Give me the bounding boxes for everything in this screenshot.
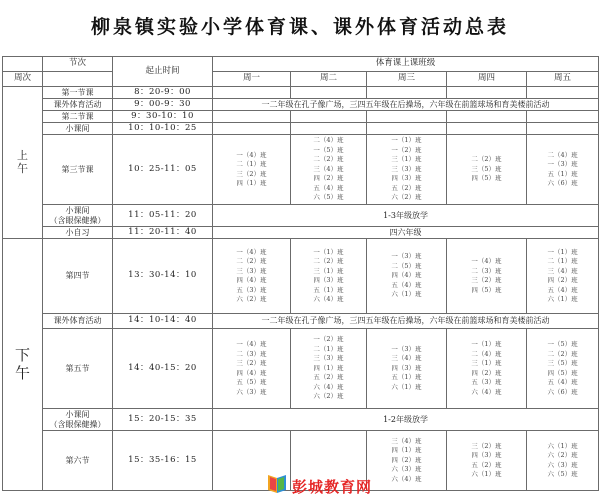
class-entry: 二（3）班 (471, 266, 502, 275)
class-cell (367, 135, 447, 205)
period-name: 第五节 (43, 329, 113, 409)
class-cell (213, 329, 291, 409)
class-entry: 三（4）班 (313, 164, 344, 173)
class-entry: 一（3）班 (547, 160, 578, 168)
class-entry: 六（2）班 (236, 295, 267, 303)
class-entry: 六（1）班 (471, 470, 502, 478)
class-cell (367, 431, 447, 491)
class-cell (527, 135, 599, 205)
class-entry: 四（2）班 (391, 455, 422, 464)
activity-note: 一二年级在孔子像广场，三四五年级在后操场，六年级在前篮球场和育美楼前活动 (213, 314, 599, 329)
class-entry: 二（2）班 (471, 155, 502, 164)
class-entry: 三（1）班 (471, 359, 502, 367)
class-entry: 一（3）班 (391, 252, 422, 261)
class-entry: 六（5）班 (313, 193, 344, 202)
class-entry: 二（4）班 (547, 150, 578, 159)
header-classes: 体育课上课班级 (213, 57, 599, 72)
class-entry: 五（4）班 (391, 280, 422, 289)
page-title: 柳泉镇实验小学体育课、课外体育活动总表 (90, 16, 509, 38)
period-time: 9：30-10：10 (113, 111, 213, 123)
afternoon-label: 下 午 (3, 239, 43, 491)
watermark (266, 474, 372, 498)
period-name: 第二节课 (43, 111, 113, 123)
class-entry: 四（1）班 (391, 446, 422, 455)
class-entry: 三（2）班 (471, 441, 502, 450)
class-entry: 三（1）班 (391, 155, 422, 164)
class-entry: 六（5）班 (547, 470, 578, 478)
period-time: 9：00-9：30 (113, 99, 213, 111)
class-entry: 四（4）班 (236, 276, 267, 284)
class-entry: 三（2）班 (236, 359, 267, 367)
class-entry: 六（3）班 (547, 460, 578, 469)
class-cell (527, 239, 599, 314)
period-time: 10：10-10：25 (113, 123, 213, 135)
class-entry: 三（3）班 (313, 354, 344, 363)
period-time: 11：20-11：40 (113, 227, 213, 239)
class-entry: 四（5）班 (471, 174, 502, 183)
class-entry: 三（4）班 (391, 354, 422, 363)
class-entry: 一（4）班 (236, 340, 267, 348)
class-entry: 六（2）班 (547, 451, 578, 459)
class-entry: 一（1）班 (471, 340, 502, 348)
period-time: 8：20-9：00 (113, 87, 213, 99)
class-entry: 一（1）班 (547, 247, 578, 256)
class-cell (291, 239, 367, 314)
period-time: 13：30-14：10 (113, 239, 213, 314)
class-entry: 六（2）班 (313, 392, 344, 401)
class-entry: 六（6）班 (547, 179, 578, 187)
class-entry: 六（1）班 (391, 382, 422, 391)
period-name: 小课间 (43, 123, 113, 135)
class-entry: 六（4）班 (471, 387, 502, 396)
class-entry: 六（4）班 (313, 382, 344, 391)
class-cell (447, 239, 527, 314)
period-subname: （含眼保健操） (49, 215, 106, 225)
header-day-4: 周四 (447, 72, 527, 87)
class-entry: 三（1）班 (313, 266, 344, 275)
class-entry: 二（2）班 (236, 257, 267, 265)
class-entry: 二（2）班 (547, 349, 578, 358)
class-entry: 四（3）班 (391, 174, 422, 183)
class-entry: 一（1）班 (313, 247, 344, 256)
class-entry: 一（2）班 (313, 335, 344, 344)
header-day-3: 周三 (367, 72, 447, 87)
class-entry: 一（5）班 (547, 340, 578, 348)
period-name: 课外体育活动 (43, 314, 113, 329)
header-zhouci: 周次 (3, 72, 43, 87)
class-entry: 二（1）班 (236, 160, 267, 168)
study-note: 四六年级 (213, 227, 599, 239)
watermark-text: 彭城教育网 (292, 477, 373, 496)
class-entry: 二（5）班 (391, 261, 422, 270)
class-entry: 四（1）班 (313, 363, 344, 372)
class-entry: 二（2）班 (313, 257, 344, 265)
class-entry: 三（5）班 (471, 164, 502, 173)
class-entry: 四（2）班 (313, 174, 344, 183)
class-entry: 四（4）班 (391, 271, 422, 280)
class-entry: 二（4）班 (313, 136, 344, 145)
class-cell (447, 135, 527, 205)
class-entry: 一（2）班 (391, 145, 422, 154)
header-day-2: 周二 (291, 72, 367, 87)
class-entry: 四（2）班 (547, 276, 578, 284)
class-entry: 四（1）班 (236, 179, 267, 187)
class-entry: 三（2）班 (471, 276, 502, 284)
morning-label: 上 午 (3, 87, 43, 239)
class-entry: 四（4）班 (236, 368, 267, 377)
class-entry: 四（3）班 (391, 363, 422, 372)
class-entry: 六（4）班 (391, 474, 422, 483)
period-time: 15：35-16：15 (113, 431, 213, 491)
class-entry: 一（4）班 (236, 150, 267, 159)
class-entry: 六（2）班 (391, 193, 422, 202)
class-entry: 四（2）班 (471, 368, 502, 377)
class-entry: 四（5）班 (547, 368, 578, 377)
period-name: 第四节 (43, 239, 113, 314)
dismiss-note: 1-2年级放学 (213, 409, 599, 431)
class-entry: 一（3）班 (391, 344, 422, 353)
class-entry: 五（1）班 (547, 169, 578, 178)
class-entry: 二（1）班 (547, 257, 578, 265)
class-entry: 六（1）班 (547, 441, 578, 450)
class-entry: 二（4）班 (471, 349, 502, 358)
class-cell (527, 329, 599, 409)
period-name: 小课间 (65, 206, 90, 216)
period-name: 第六节 (43, 431, 113, 491)
class-entry: 五（4）班 (547, 285, 578, 294)
corner-cell (3, 57, 43, 72)
header-day-5: 周五 (527, 72, 599, 87)
class-entry: 五（4）班 (547, 378, 578, 386)
class-entry: 一（4）班 (236, 247, 267, 256)
class-entry: 五（2）班 (471, 460, 502, 469)
class-entry: 六（4）班 (313, 295, 344, 303)
period-name: 课外体育活动 (43, 99, 113, 111)
class-cell (367, 239, 447, 314)
class-entry: 六（6）班 (547, 387, 578, 396)
class-entry: 二（1）班 (313, 344, 344, 353)
class-entry: 五（3）班 (471, 378, 502, 386)
class-cell (291, 329, 367, 409)
class-entry: 三（3）班 (391, 164, 422, 173)
class-entry: 五（5）班 (236, 378, 267, 386)
class-entry: 四（5）班 (471, 285, 502, 294)
class-entry: 六（3）班 (236, 387, 267, 396)
period-name: 第三节课 (43, 135, 113, 205)
period-name-two-line (43, 205, 113, 227)
class-entry: 四（3）班 (471, 451, 502, 459)
class-entry: 三（2）班 (236, 169, 267, 178)
class-entry: 一（1）班 (391, 136, 422, 145)
class-entry: 五（2）班 (391, 183, 422, 192)
header-blank (43, 72, 113, 87)
class-entry: 三（5）班 (547, 359, 578, 367)
class-entry: 五（4）班 (313, 183, 344, 192)
class-entry: 三（4）班 (547, 266, 578, 275)
period-time: 14：40-15：20 (113, 329, 213, 409)
class-cell (213, 135, 291, 205)
period-subname: （含眼保健操） (49, 419, 106, 429)
class-entry: 五（1）班 (313, 285, 344, 294)
class-cell (291, 135, 367, 205)
period-name-two-line (43, 409, 113, 431)
class-entry: 六（1）班 (391, 290, 422, 299)
class-entry: 一（4）班 (471, 257, 502, 265)
class-entry: 五（3）班 (236, 285, 267, 294)
class-cell (367, 329, 447, 409)
period-name: 第一节课 (43, 87, 113, 99)
period-time: 10：25-11：05 (113, 135, 213, 205)
class-cell (213, 239, 291, 314)
class-cell (447, 431, 527, 491)
class-entry: 六（1）班 (547, 295, 578, 303)
class-entry: 五（2）班 (313, 373, 344, 382)
period-time: 15：20-15：35 (113, 409, 213, 431)
period-name: 小课间 (65, 410, 90, 420)
class-entry: 三（3）班 (236, 266, 267, 275)
period-name: 小自习 (43, 227, 113, 239)
schedule-table (2, 56, 599, 491)
class-entry: 三（4）班 (391, 436, 422, 445)
class-cell (527, 431, 599, 491)
class-entry: 二（2）班 (313, 155, 344, 164)
class-entry: 五（1）班 (391, 373, 422, 382)
period-time: 11：05-11：20 (113, 205, 213, 227)
book-logo-icon (266, 474, 288, 498)
dismiss-note: 1-3年级放学 (213, 205, 599, 227)
class-entry: 六（3）班 (391, 465, 422, 474)
header-jieci: 节次 (43, 57, 113, 72)
header-day-1: 周一 (213, 72, 291, 87)
class-cell (447, 329, 527, 409)
header-time: 起止时间 (113, 57, 213, 87)
class-entry: 二（3）班 (236, 349, 267, 358)
period-time: 14：10-14：40 (113, 314, 213, 329)
class-entry: 四（3）班 (313, 276, 344, 284)
class-entry: 一（5）班 (313, 145, 344, 154)
activity-note: 一二年级在孔子像广场，三四五年级在后操场，六年级在前篮球场和育美楼前活动 (213, 99, 599, 111)
